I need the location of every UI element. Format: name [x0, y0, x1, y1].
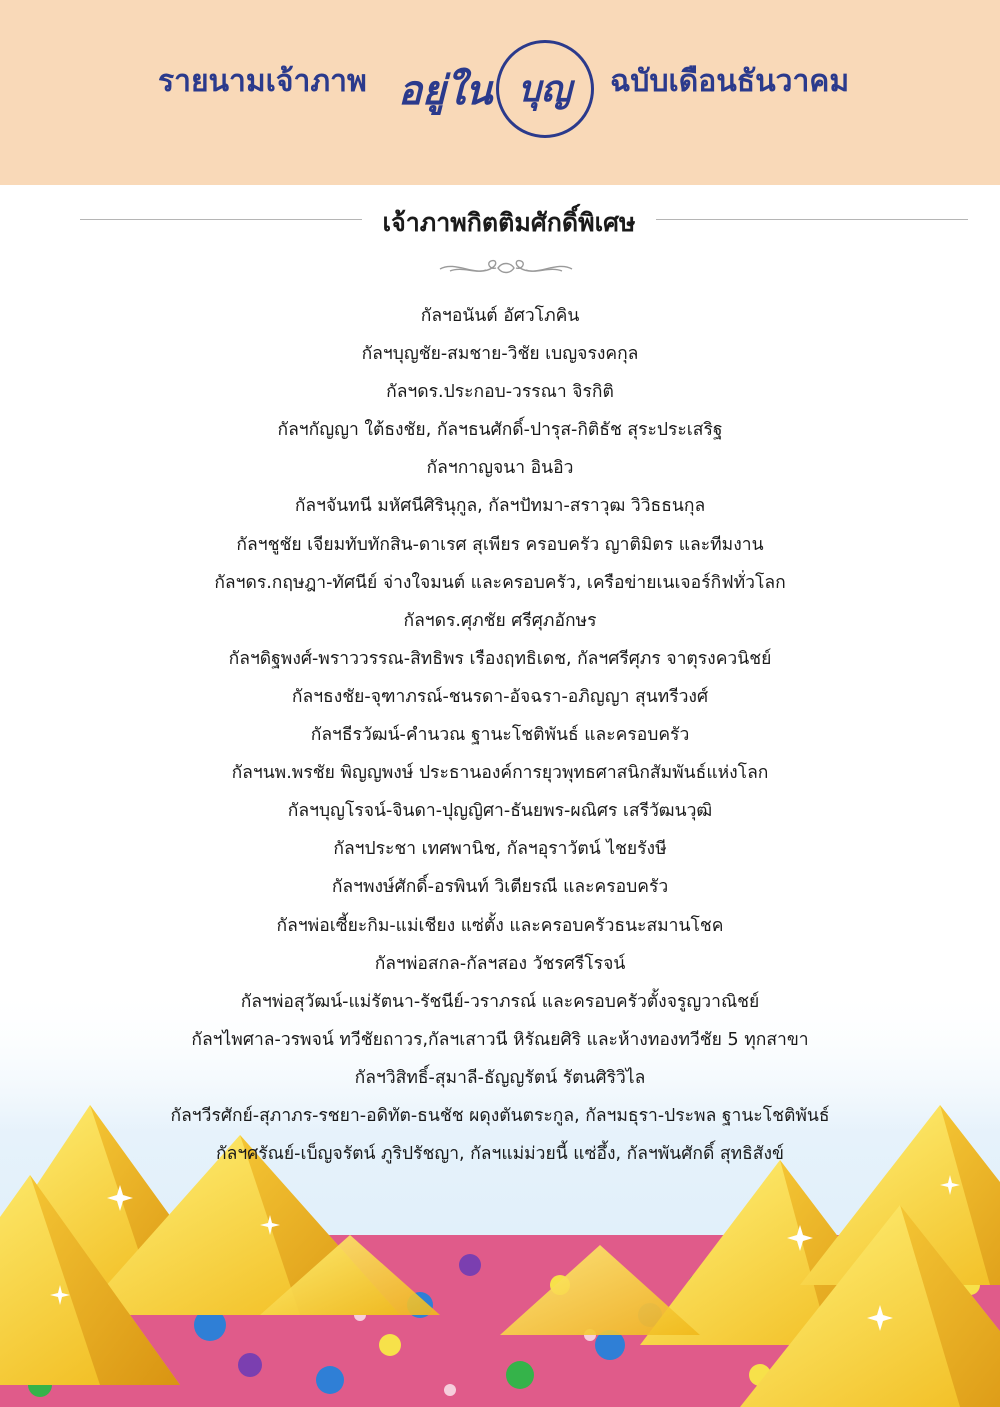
header-title-right: ฉบับเดือนธันวาคม	[610, 64, 850, 99]
list-item: กัลฯประชา เทศพานิช, กัลฯอุราวัตน์ ไชยรังษี	[333, 839, 667, 860]
logo-word-2: บุญ	[518, 69, 572, 110]
list-item: กัลฯอนันต์ อัศวโภคิน	[420, 306, 580, 326]
list-item: กัลฯพงษ์ศักดิ์-อรพินท์ วิเตียรณี และครอบครัว	[331, 877, 669, 898]
list-item: กัลฯพ่อสกล-กัลฯสอง วัชรศรีโรจน์	[374, 953, 626, 974]
list-item: กัลฯไพศาล-วรพจน์ ทวีชัยถาวร,กัลฯเสาวนี หิรัณยศิริ และห้างทองทวีชัย 5 ทุกสาขา	[191, 1029, 809, 1050]
section-title: เจ้าภาพกิตติมศักดิ์พิเศษ	[382, 208, 636, 237]
list-item: กัลฯดร.ศุภชัย ศรีศุภอักษร	[403, 610, 597, 631]
list-item: กัลฯนพ.พรชัย พิญญพงษ์ ประธานองค์การยุวพุทธศาสนิกสัมพันธ์แห่งโลก	[231, 763, 769, 784]
list-item: กัลฯธีรวัฒน์-คำนวณ ฐานะโชติพันธ์ และครอบครัว	[310, 725, 690, 746]
list-item: กัลฯพ่อสุวัฒน์-แม่รัตนา-รัชนีย์-วราภรณ์ และครอบครัวตั้งจรูญวาณิชย์	[240, 991, 760, 1012]
list-item: กัลฯวิสิทธิ์-สุมาลี-ธัญญรัตน์ รัตนศิริวิไล	[354, 1067, 646, 1088]
sponsor-name-list	[100, 300, 900, 1176]
header-title-left: รายนามเจ้าภาพ	[158, 64, 367, 99]
list-item: กัลฯชูชัย เจียมทับทักสิน-ดาเรศ สุเพียร ครอบครัว ญาติมิตร และทีมงาน	[236, 534, 764, 555]
list-item: กัลฯศรัณย์-เบ็ญจรัตน์ ภูริปรัชญา, กัลฯแม่ม่วยนี้ แซ่อึ้ง, กัลฯพันศักดิ์ สุทธิสังข์	[216, 1144, 784, 1165]
section-rule-left	[80, 219, 362, 220]
list-item: กัลฯกัญญา ใต้ธงชัย, กัลฯธนศักดิ์-ปารุส-กิติธัช สุระประเสริฐ	[277, 420, 723, 441]
list-item: กัลฯดร.กฤษฎา-ทัศนีย์ จ่างใจมนต์ และครอบครัว, เครือข่ายเนเจอร์กิฟทั่วโลก	[214, 572, 786, 593]
flourish-ornament	[436, 256, 576, 280]
list-item: กัลฯบุญโรจน์-จินดา-ปุญญิศา-ธันยพร-ผณิศร เสรีวัฒนวุฒิ	[287, 801, 713, 822]
list-item: กัลฯวีรศักย์-สุภาภร-รชยา-อดิทัต-ธนชัช ผดุงตันตระกูล, กัลฯมธุรา-ประพล ฐานะโชติพันธ์	[170, 1105, 830, 1126]
list-item: กัลฯดร.ประกอบ-วรรณา จิรกิติ	[386, 382, 614, 403]
section-rule-right	[656, 219, 968, 220]
logo-word-1: อยู่ใน	[398, 68, 493, 114]
list-item: กัลฯบุญชัย-สมชาย-วิชัย เบญจรงคกุล	[361, 344, 639, 365]
list-item: กัลฯจันทนี มหัศนีศิรินุกูล, กัลฯปัทมา-สราวุฒ วิวิธธนกุล	[294, 496, 706, 517]
list-item: กัลฯพ่อเซี้ยะกิม-แม่เชียง แซ่ตั้ง และครอบครัวธนะสมานโชค	[276, 915, 724, 936]
list-item: กัลฯธงชัย-จุฑาภรณ์-ชนรดา-อัจฉรา-อภิญญา สุนทรีวงศ์	[291, 686, 709, 707]
list-item: กัลฯกาญจนา อินอิว	[426, 458, 574, 479]
list-item: กัลฯดิฐพงศ์-พราววรรณ-สิทธิพร เรืองฤทธิเดช, กัลฯศรีศุภร จาตุรงควนิชย์	[228, 648, 772, 669]
magazine-logo	[390, 40, 610, 140]
header-band	[0, 0, 1000, 185]
